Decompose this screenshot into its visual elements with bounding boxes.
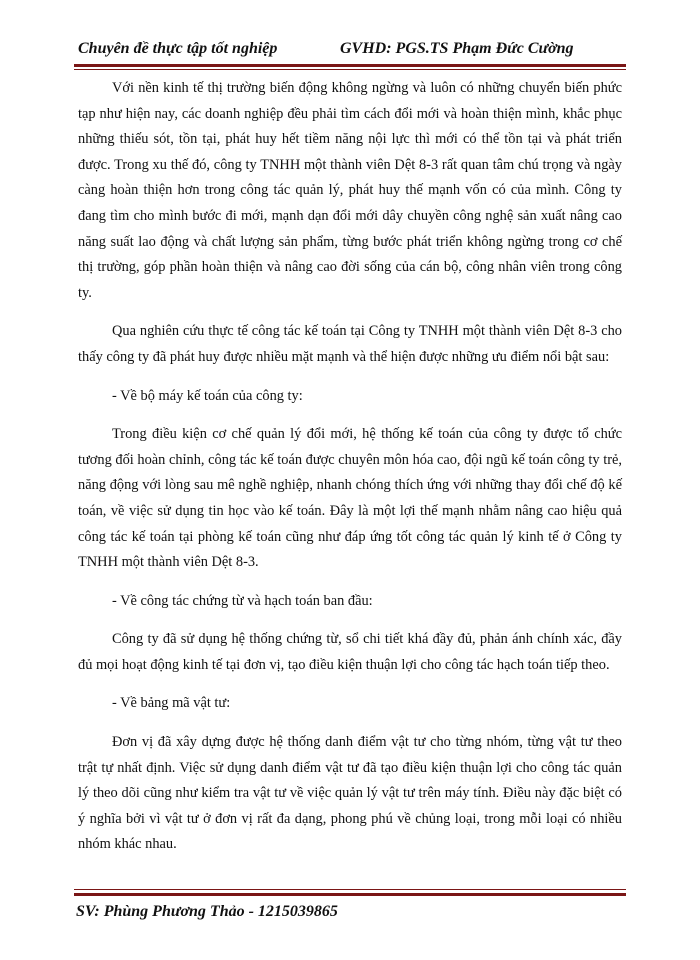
page-footer: SV: Phùng Phương Thảo - 1215039865	[76, 903, 338, 920]
header-rule-thick	[74, 64, 626, 67]
document-body	[78, 76, 622, 871]
header-advisor: GVHD: PGS.TS Phạm Đức Cường	[340, 40, 574, 57]
paragraph: Đơn vị đã xây dựng được hệ thống danh điểm vật tư cho từng nhóm, từng vật tư theo trật tự nhất định. Việc sử dụng danh điểm vật tư đã tạo điều kiện thuận lợi cho công tác quản lý theo dõi cũng như kiểm tra vật tư về việc quản lý vật tư trên máy tính. Điều này đặc biệt có ý nghĩa bởi vì vật tư ở đơn vị rất đa dạng, phong phú về chủng loại, trong mỗi loại có nhiều nhóm khác nhau.	[78, 734, 622, 853]
section-heading: - Về bộ máy kế toán của công ty:	[112, 387, 303, 404]
section-heading: - Về bảng mã vật tư:	[112, 695, 231, 712]
paragraph: Trong điều kiện cơ chế quản lý đổi mới, hệ thống kế toán của công ty được tổ chức tương đối hoàn chỉnh, công tác kế toán được chuyên môn hóa cao, đội ngũ kế toán công ty trẻ, năng động với lòng sau mê nghề nghiệp, nhanh chóng thích ứng với những thay đổi chế độ kế toán, về việc sử dụng tin học vào kế toán. Đây là một lợi thế mạnh nhằm nâng cao hiệu quả công tác kế toán tại phòng kế toán cũng như đáp ứng tốt công tác quản lý kinh tế ở Công ty TNHH một thành viên Dệt 8-3.	[78, 426, 622, 571]
paragraph: Với nền kinh tế thị trường biến động không ngừng và luôn có những chuyển biến phức tạp như hiện nay, các doanh nghiệp đều phải tìm cách đổi mới và hoàn thiện mình, khắc phục những thiếu sót, tồn tại, phát huy hết tiềm năng nội lực thì mới có thể tồn tại và phát triển được. Trong xu thế đó, công ty TNHH một thành viên Dệt 8-3 rất quan tâm chú trọng và ngày càng hoàn thiện hơn trong công tác quản lý, phát huy thế mạnh vốn có của mình. Công ty đang tìm cho mình bước đi mới, mạnh dạn đổi mới dây chuyền công nghệ sản xuất nâng cao năng suất lao động và chất lượng sản phẩm, từng bước phát triển không ngừng trong cơ chế thị trường, góp phần hoàn thiện và nâng cao đời sống của cán bộ, công nhân viên trong công ty.	[78, 80, 622, 301]
paragraph: Công ty đã sử dụng hệ thống chứng từ, sổ chi tiết khá đầy đủ, phản ánh chính xác, đầy đủ mọi hoạt động kinh tế tại đơn vị, tạo điều kiện thuận lợi cho công tác hạch toán tiếp theo.	[78, 631, 622, 673]
footer-rule-thin	[74, 889, 626, 890]
paragraph: Qua nghiên cứu thực tế công tác kế toán tại Công ty TNHH một thành viên Dệt 8-3 cho thấy công ty đã phát huy được nhiều mặt mạnh và thể hiện được những ưu điểm nổi bật sau:	[78, 323, 622, 365]
header-title: Chuyên đề thực tập tốt nghiệp	[78, 40, 278, 57]
page-header	[78, 40, 622, 64]
footer-rule-thick	[74, 893, 626, 896]
header-rule-thin	[74, 69, 626, 70]
section-heading: - Về công tác chứng từ và hạch toán ban đầu:	[112, 592, 373, 609]
